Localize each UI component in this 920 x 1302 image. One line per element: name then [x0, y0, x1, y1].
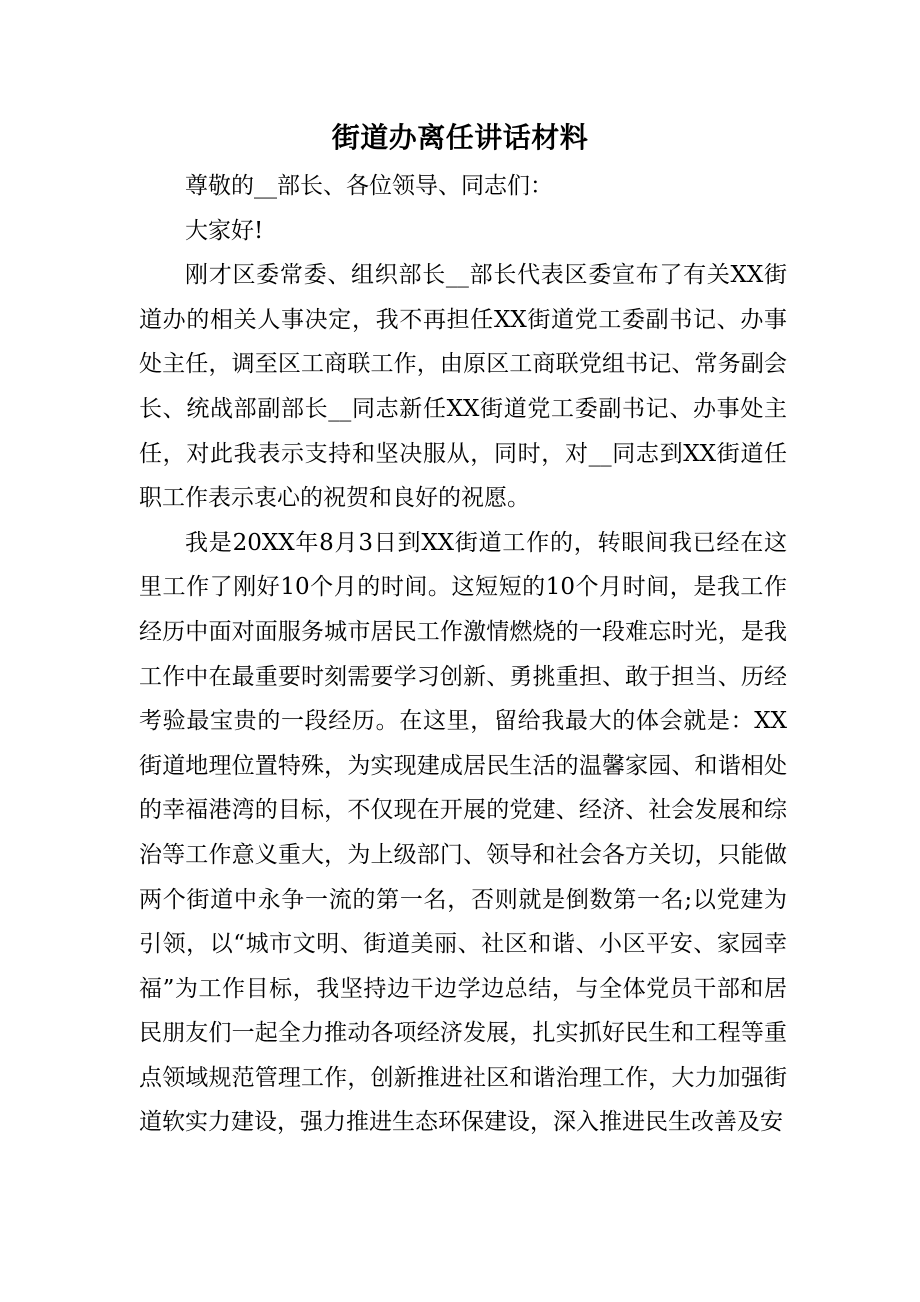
- greeting-paragraph: 大家好!: [185, 217, 264, 244]
- salutation-paragraph: 尊敬的__部长、各位领导、同志们：: [185, 173, 553, 199]
- document-body: [139, 164, 787, 1145]
- announcement-paragraph: 刚才区委常委、组织部长__部长代表区委宣布了有关XX街道办的相关人事决定，我不再担任XX街道党工委副书记、办事处主任，调至区工商联工作，由原区工商联党组书记、常务副会长、统战部副部长__同志新任XX街道党工委副书记、办事处主任，对此我表示支持和坚决服从，同时，对__同志到XX街道任职工作表示衷心的祝贺和良好的祝愿。: [139, 262, 787, 512]
- document-title: 街道办离任讲话材料: [331, 121, 589, 154]
- reflection-paragraph: 我是20XX年8月3日到XX街道工作的，转眼间我已经在这里工作了刚好10个月的时间。这短短的10个月时间，是我工作经历中面对面服务城市居民工作激情燃烧的一段难忘时光，是我工作中在最重要时刻需要学习创新、勇挑重担、敢于担当、历经考验最宝贵的一段经历。在这里，留给我最大的体会就是：XX街道地理位置特殊，为实现建成居民生活的温馨家园、和谐相处的幸福港湾的目标，不仅现在开展的党建、经济、社会发展和综治等工作意义重大，为上级部门、领导和社会各方关切，只能做两个街道中永争一流的第一名，否则就是倒数第一名;以党建为引领，以“城市文明、街道美丽、社区和谐、小区平安、家园幸福”为工作目标，我坚持边干边学边总结，与全体党员干部和居民朋友们一起全力推动各项经济发展，扎实抓好民生和工程等重点领域规范管理工作，创新推进社区和谐治理工作，大力加强街道软实力建设，强力推进生态环保建设，深入推进民生改善及安: [139, 529, 787, 1136]
